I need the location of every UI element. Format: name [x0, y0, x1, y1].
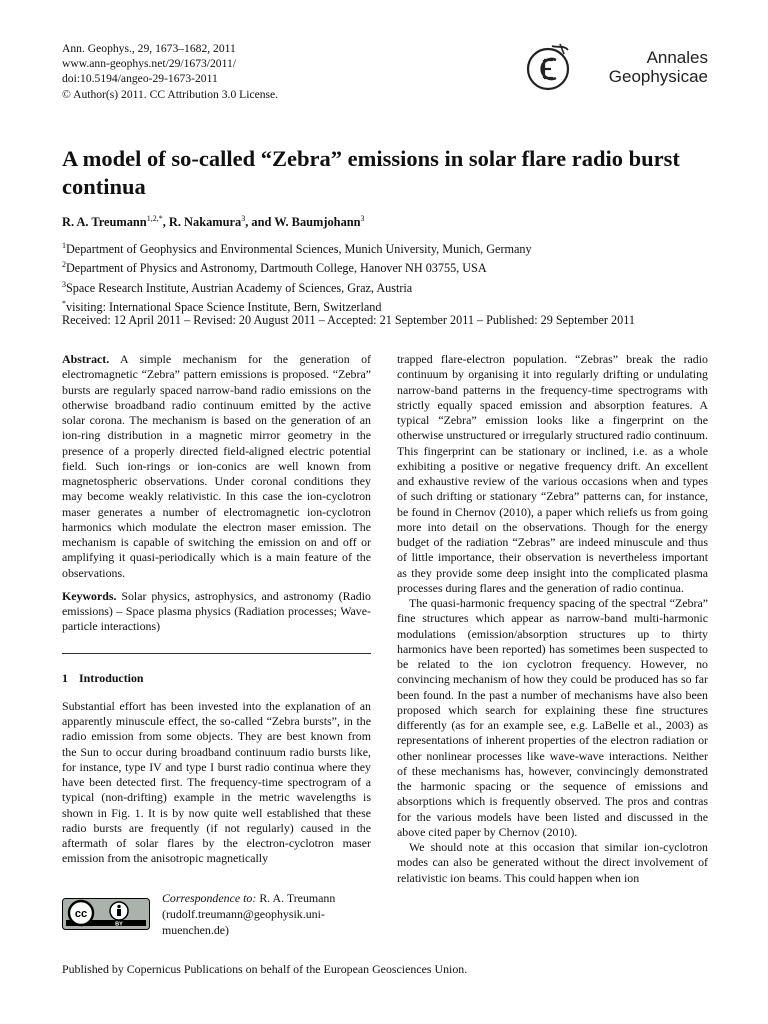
- svg-text:BY: BY: [115, 921, 123, 928]
- journal-logo: [522, 40, 708, 94]
- cc-by-license-icon: [62, 898, 150, 930]
- author-name: R. A. Treumann: [62, 215, 147, 230]
- publication-dates: Received: 12 April 2011 – Revised: 20 August 2011 – Accepted: 21 September 2011 – Published: 29 September 2011: [62, 313, 635, 327]
- intro-paragraph-3: We should note at this occasion that similar ion-cyclotron modes can also be generated without the direct involvement of relativistic ion beams. This could happen when ion: [397, 840, 708, 885]
- affiliation-item: $^1$Department of Geophysics and Environmental Sciences, Munich University, Munich, Germany: [62, 241, 532, 257]
- license-line: © Author(s) 2011. CC Attribution 3.0 License.: [62, 87, 279, 101]
- svg-text:cc: cc: [74, 908, 88, 920]
- keywords-label: Keywords.: [62, 588, 117, 603]
- intro-paragraph-1: Substantial effort has been invested into the explanation of an apparently minuscule effect, the so-called “Zebra bursts”, in the radio emission from some objects. They are best known from the Sun to occur during broadband continuum radio bursts like, for instance, type IV and type I burst radio continua where they have been detected first. The frequency-time spectrogram of a typical (non-drifting) example in the metric wavelengths is shown in Fig. 1. It is by now quite well established that these radio bursts are frequently (if not regularly) caused in the aftermath of solar flares by the electron-cyclotron maser emission from the anisotropic magnetically: [62, 698, 371, 866]
- right-column: [397, 352, 708, 886]
- abstract-label: Abstract.: [62, 352, 110, 366]
- abstract: [62, 352, 371, 581]
- citation-line: Ann. Geophys., 29, 1673–1682, 2011: [62, 42, 236, 55]
- correspondence-block: [62, 890, 371, 946]
- author-affil-mark: 3: [360, 214, 365, 223]
- affiliation-item: *visiting: International Space Science Institute, Bern, Switzerland: [62, 299, 382, 315]
- section-divider: [62, 653, 371, 654]
- author-affil-mark: 1,2,*: [146, 214, 163, 223]
- affiliation-list: [62, 238, 532, 316]
- author-list: R. A. Treumann$^{1,2,*}$, R. Nakamura$^3$, and W. Baumjohann$^3$: [62, 214, 365, 230]
- correspondence-email-link-cont[interactable]: muenchen.de): [162, 923, 230, 937]
- author-name: R. Nakamura: [168, 215, 242, 230]
- keywords-text: Solar physics, astrophysics, and astronomy (Radio emissions) – Space plasma physics (Radiation processes; Wave-particle interactions): [62, 588, 371, 634]
- affiliation-item: $^3$Space Research Institute, Austrian Academy of Sciences, Graz, Austria: [62, 279, 413, 295]
- section-heading-introduction: 1 Introduction: [62, 670, 144, 685]
- keywords: [62, 589, 371, 635]
- egu-logo-icon: [522, 42, 574, 94]
- citation-block: [62, 41, 278, 102]
- correspondence-email-link[interactable]: (rudolf.treumann@geophysik.uni-: [162, 907, 325, 921]
- journal-url-link[interactable]: www.ann-geophys.net/29/1673/2011/: [62, 57, 236, 71]
- intro-paragraph-1-continued: trapped flare-electron population. “Zebras” break the radio continuum by organising it into regularly drifting or undulating narrow-band patterns in the frequency-time spectrograms with strictly equally spaced emission and absorption features. A typical “Zebra” emission looks like a fingerprint on the otherwise unstructured or irregularly structured radio continuum. This fingerprint can be stationary or inclined, i.e. as a whole exhibiting a positive or negative frequency drift. An excellent and exhaustive review of the various occasions when and types of such drifting or stationary “Zebra” patterns can, for instance, be found in Chernov (2010), a paper which reliefs us from going more into detail on the observations. Though for the energy budget of the radiation “Zebras” are indeed minuscule and thus of little importance, their observation is nevertheless important as they provide some deep insight into the complicated plasma processes during flares and the generation of radio continua.: [397, 352, 708, 595]
- doi-link[interactable]: doi:10.5194/angeo-29-1673-2011: [62, 72, 218, 86]
- affiliation-item: $^2$Department of Physics and Astronomy, Dartmouth College, Hanover NH 03755, USA: [62, 260, 487, 276]
- correspondence-label: Correspondence to:: [162, 891, 257, 905]
- paper-title: A model of so-called “Zebra” emissions in solar flare radio burst continua: [62, 146, 680, 199]
- author-name: W. Baumjohann: [274, 215, 361, 230]
- abstract-text: A simple mechanism for the generation of electromagnetic “Zebra” pattern emissions is proposed. “Zebra” bursts are regularly spaced narrow-band radio emissions on the otherwise broadband radio continuum emitted by the active solar corona. The mechanism is based on the generation of an ion-ring distribution in a magnetic mirror geometry in the presence of a properly directed field-aligned electric potential field. Such ion-rings or ion-conics are well known from magnetospheric observations. Under coronal conditions they may become weakly relativistic. In this case the ion-cyclotron maser generates a number of electromagnetic ion-cyclotron harmonics which modulate the electron maser emission. The mechanism is capable of switching the emission on and off or amplifying it quasi-periodically which is a main feature of the observations.: [62, 352, 371, 580]
- journal-name: Annales Geophysicae: [608, 48, 708, 86]
- author-affil-mark: 3: [241, 214, 246, 223]
- correspondence-text: [162, 890, 335, 938]
- intro-paragraph-2: The quasi-harmonic frequency spacing of the spectral “Zebra” fine structures which appear as narrow-band multi-harmonic modulations (emission/absorption structures up to thirty harmonics have been reported) has sometimes been suspected to be related to the ion cyclotron frequency. However, no convincing mechanism of how they could be produced has so far been found. In the past a number of mechanisms have also been proposed which search for explaining these fine structures differently (as for an example see, e.g. LaBelle et al., 2003) as representations of inherent properties of the electron radiation or other nonlinear processes like wave-wave interactions. Neither of these mechanisms has, however, convincingly demonstrated the harmonic spacing or the sequence of emissions and absorptions which is frequently observed. The pros and contras for the various models have been listed and discussed in the above cited paper by Chernov (2010).: [397, 596, 708, 839]
- left-column: [62, 352, 371, 867]
- correspondence-name: R. A. Treumann: [259, 891, 336, 905]
- publisher-footer: Published by Copernicus Publications on behalf of the European Geosciences Union.: [62, 962, 468, 976]
